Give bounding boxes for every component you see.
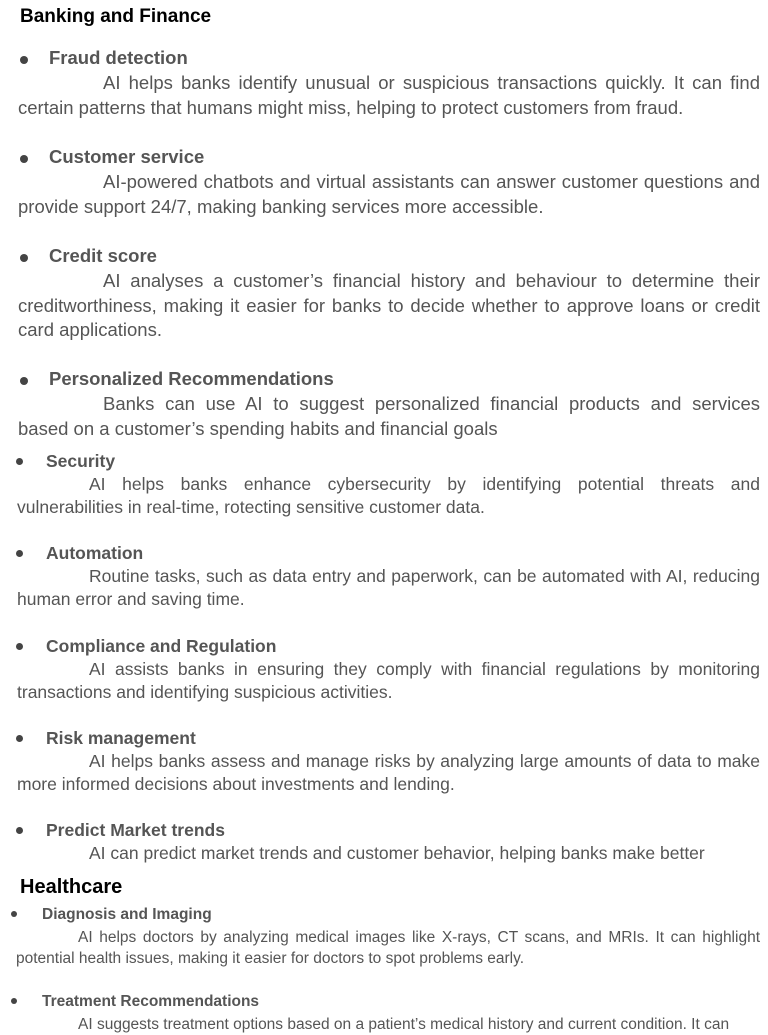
item-title: Diagnosis and Imaging [42,906,212,923]
item-description: AI analyses a customer’s financial history and behaviour to determine their creditworthiness, making it easier for banks to decide whether to approve loans or credit card applications. [18,270,760,340]
item-description: AI can predict market trends and customer behavior, helping banks make better [89,843,705,863]
bullet-icon [20,377,28,385]
banking-section-part-2 [0,434,768,864]
item-title: Automation [46,543,144,563]
bullet-icon [16,458,23,465]
item-description: AI-powered chatbots and virtual assistants can answer customer questions and provide support 24/7, making banking services more accessible. [18,171,760,217]
item-title: Security [46,451,116,471]
banking-finance-heading: Banking and Finance [20,6,212,27]
item-title: Predict Market trends [46,820,225,840]
item-title: Customer service [49,146,205,167]
bullet-icon [16,827,23,834]
item-description: Banks can use AI to suggest personalized financial products and services based on a customer’s spending habits and financial goals [18,393,760,439]
bullet-icon [11,911,17,917]
bullet-icon [16,735,23,742]
bullet-icon [16,643,23,650]
item-description: AI helps banks identify unusual or suspicious transactions quickly. It can find certain patterns that humans might miss, helping to protect customers from fraud. [18,72,760,118]
item-title: Compliance and Regulation [46,636,277,656]
item-title: Treatment Recommendations [42,993,260,1010]
bullet-icon [20,155,28,163]
item-description: AI helps doctors by analyzing medical images like X-rays, CT scans, and MRIs. It can highlight potential health issues, making it easier for doctors to spot problems early. [16,929,760,967]
bullet-icon [20,254,28,262]
item-description: Routine tasks, such as data entry and paperwork, can be automated with AI, reducing human error and saving time. [17,566,760,609]
bullet-icon [11,998,17,1004]
item-title: Fraud detection [49,47,188,68]
item-description: AI helps banks enhance cybersecurity by identifying potential threats and vulnerabilities in real-time, rotecting sensitive customer data. [17,474,760,517]
item-description: AI assists banks in ensuring they comply with financial regulations by monitoring transactions and identifying suspicious activities. [17,659,760,702]
healthcare-heading: Healthcare [20,876,123,898]
item-description: AI helps banks assess and manage risks by analyzing large amounts of data to make more informed decisions about investments and lending. [17,751,760,794]
item-description: AI suggests treatment options based on a patient’s medical history and current condition. It can [78,1016,730,1033]
bullet-icon [20,56,28,64]
bullet-icon [16,550,23,557]
item-title: Credit score [49,245,157,266]
item-title: Personalized Recommendations [49,368,334,389]
healthcare-section [0,864,768,1033]
item-title: Risk management [46,728,196,748]
banking-section-part-1 [0,0,768,439]
